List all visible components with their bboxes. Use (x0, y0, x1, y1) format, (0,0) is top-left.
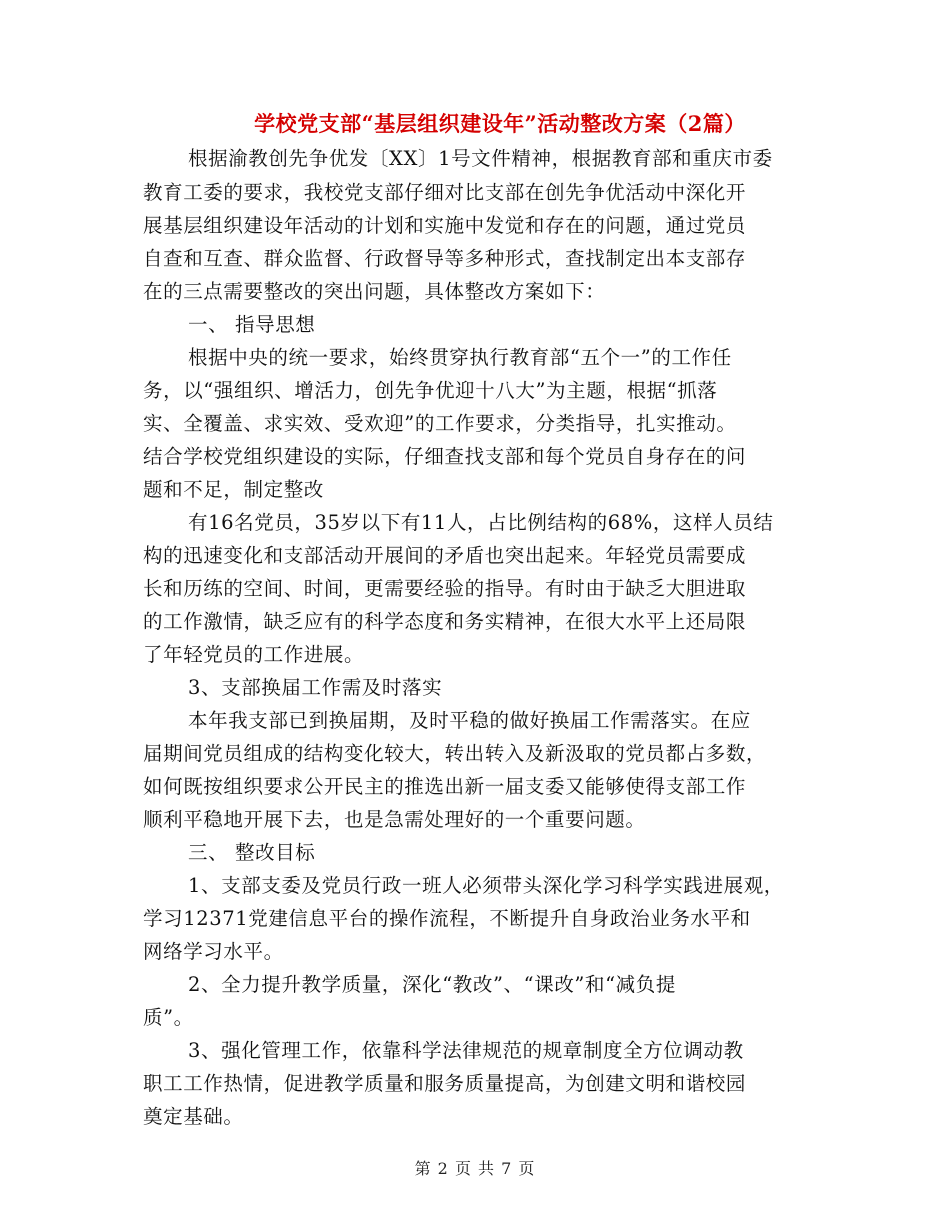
body-line: 如何既按组织要求公开民主的推选出新一届支委又能够使得支部工作 (143, 775, 747, 798)
body-line: 质”。 (143, 1006, 194, 1029)
body-line: 奠定基础。 (143, 1105, 244, 1128)
document-title: 学校党支部“基层组织建设年”活动整改方案（2篇） (254, 111, 746, 136)
body-line: 有16名党员，35岁以下有11人，占比例结构的68%，这样人员结 (188, 511, 774, 534)
body-line: 1、支部支委及党员行政一班人必须带头深化学习科学实践进展观， (188, 874, 784, 897)
body-line: 教育工委的要求，我校党支部仔细对比支部在创先争优活动中深化开 (143, 181, 747, 204)
body-line: 长和历练的空间、时间，更需要经验的指导。有时由于缺乏大胆进取 (143, 577, 747, 600)
body-line: 了年轻党员的工作进展。 (143, 643, 365, 666)
body-line: 自查和互查、群众监督、行政督导等多种形式，查找制定出本支部存 (143, 247, 747, 270)
section-heading: 3、支部换届工作需及时落实 (188, 676, 443, 699)
body-line: 网络学习水平。 (143, 940, 284, 963)
section-heading: 三、 整改目标 (188, 841, 316, 864)
body-line: 根据中央的统一要求，始终贯穿执行教育部“五个一”的工作任 (188, 346, 732, 369)
body-line: 题和不足，制定整改 (143, 478, 324, 501)
body-line: 展基层组织建设年活动的计划和实施中发觉和存在的问题，通过党员 (143, 214, 747, 237)
body-line: 届期间党员组成的结构变化较大，转出转入及新汲取的党员都占多数， (143, 742, 767, 765)
section-heading: 一、 指导思想 (188, 313, 316, 336)
body-line: 3、强化管理工作，依靠科学法律规范的规章制度全方位调动教 (188, 1039, 744, 1062)
body-line: 实、全覆盖、求实效、受欢迎”的工作要求，分类指导，扎实推动。 (143, 412, 737, 435)
body-line: 2、全力提升教学质量，深化“教改”、“课改”和“减负提 (188, 973, 676, 996)
body-line: 根据渝教创先争优发〔XX〕1号文件精神，根据教育部和重庆市委 (188, 147, 773, 170)
body-line: 在的三点需要整改的突出问题，具体整改方案如下： (143, 280, 606, 303)
body-line: 顺利平稳地开展下去，也是急需处理好的一个重要问题。 (143, 808, 646, 831)
body-line: 职工工作热情，促进教学质量和服务质量提高，为创建文明和谐校园 (143, 1072, 747, 1095)
body-line: 本年我支部已到换届期，及时平稳的做好换届工作需落实。在应 (188, 709, 751, 732)
body-line: 务，以“强组织、增活力，创先争优迎十八大”为主题，根据“抓落 (143, 379, 718, 402)
page-footer: 第 2 页 共 7 页 (414, 1159, 536, 1178)
body-line: 结合学校党组织建设的实际，仔细查找支部和每个党员自身存在的问 (143, 445, 747, 468)
body-line: 的工作激情，缺乏应有的科学态度和务实精神，在很大水平上还局限 (143, 610, 747, 633)
body-line: 学习12371党建信息平台的操作流程，不断提升自身政治业务水平和 (143, 907, 751, 930)
body-line: 构的迅速变化和支部活动开展间的矛盾也突出起来。年轻党员需要成 (143, 544, 747, 567)
